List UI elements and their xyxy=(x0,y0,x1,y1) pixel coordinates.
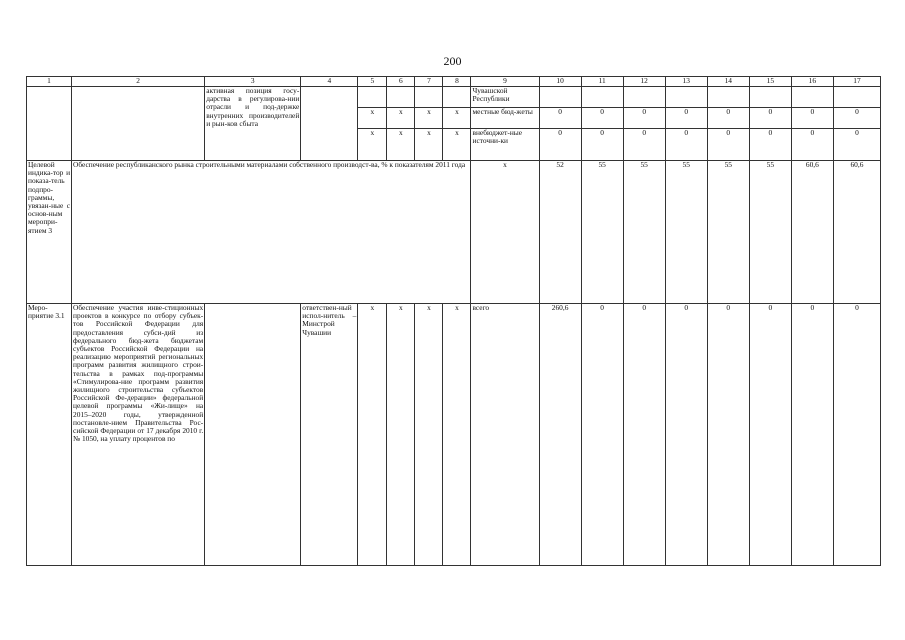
x-mark: x xyxy=(387,108,415,129)
value-cell: 60,6 xyxy=(791,161,833,304)
table-row xyxy=(27,87,881,108)
value-cell: 0 xyxy=(539,108,581,129)
x-mark: x xyxy=(443,304,471,566)
source-cell: всего xyxy=(471,304,539,566)
program-table xyxy=(26,76,881,566)
x-mark: x xyxy=(358,129,387,161)
indicator-label: Целевой индика-тор и показа-тель подпро-граммы, увязан-ные с основ-ным меропри-ятием 3 xyxy=(27,161,72,304)
header-cell: 3 xyxy=(205,77,301,87)
value-cell: 0 xyxy=(623,108,665,129)
value-cell: 55 xyxy=(665,161,707,304)
header-cell: 9 xyxy=(471,77,539,87)
value-cell: 0 xyxy=(707,108,749,129)
x-mark: x xyxy=(358,304,387,566)
header-cell: 13 xyxy=(665,77,707,87)
cell-empty xyxy=(665,87,707,108)
header-cell: 16 xyxy=(791,77,833,87)
value-cell: 260,6 xyxy=(539,304,581,566)
value-cell: 55 xyxy=(581,161,623,304)
x-mark: x xyxy=(358,108,387,129)
cell-empty xyxy=(791,87,833,108)
cell-empty xyxy=(539,87,581,108)
header-cell: 2 xyxy=(72,77,205,87)
x-mark: x xyxy=(387,304,415,566)
header-cell: 17 xyxy=(833,77,880,87)
event-col3 xyxy=(205,304,301,566)
cell-empty xyxy=(443,87,471,108)
cell-empty xyxy=(415,87,443,108)
event-label: Меро-приятие 3.1 xyxy=(27,304,72,566)
value-cell: 0 xyxy=(581,108,623,129)
x-mark: x xyxy=(443,108,471,129)
cell-empty xyxy=(27,87,72,161)
value-cell: 0 xyxy=(665,129,707,161)
x-mark: x xyxy=(387,129,415,161)
value-cell: 0 xyxy=(581,129,623,161)
x-mark: x xyxy=(415,304,443,566)
indicator-row xyxy=(27,161,881,304)
value-cell: 0 xyxy=(707,129,749,161)
cont-col3-text: активная позиция госу-дарства в регулирова-нии отрасли и под-держке внутренних производителей и рын-ков сбыта xyxy=(205,87,301,161)
x-mark: x xyxy=(471,161,539,304)
value-cell: 55 xyxy=(623,161,665,304)
header-cell: 15 xyxy=(749,77,791,87)
source-cell: местные бюд-жеты xyxy=(471,108,539,129)
value-cell: 0 xyxy=(791,129,833,161)
value-cell: 0 xyxy=(581,304,623,566)
event-text: Обеспечение участия инве-стиционных проектов в конкурсе по отбору субъек-тов Российской Федерации для предоставления субси-дий из федерального бюд-жета бюджетам субъектов Российской Федерации на реализацию мероприятий региональных программ развития жилищного строи-тельства в рамках под-программы «Стимулирова-ние программ развития жилищного строительства субъектов Российской Фе-дерации» федеральной целевой программы «Жи-лище» на 2015–2020 годы, утвержденной постановле-нием Правительства Рос-сийской Федерации от 17 декабря 2010 г. № 1050, на уплату процентов по xyxy=(72,304,205,566)
cell-empty xyxy=(749,87,791,108)
cell-empty xyxy=(387,87,415,108)
value-cell: 0 xyxy=(749,304,791,566)
value-cell: 55 xyxy=(707,161,749,304)
cell-empty xyxy=(707,87,749,108)
value-cell: 0 xyxy=(665,304,707,566)
header-cell: 1 xyxy=(27,77,72,87)
cell-empty xyxy=(301,87,358,161)
x-mark: x xyxy=(415,108,443,129)
value-cell: 0 xyxy=(791,108,833,129)
value-cell: 0 xyxy=(791,304,833,566)
event-executor: ответствен-ный испол-нитель – Минстрой Чувашии xyxy=(301,304,358,566)
value-cell: 0 xyxy=(623,129,665,161)
header-cell: 11 xyxy=(581,77,623,87)
header-row xyxy=(27,77,881,87)
cell-empty xyxy=(358,87,387,108)
cell-empty xyxy=(833,87,880,108)
value-cell: 60,6 xyxy=(833,161,880,304)
value-cell: 0 xyxy=(707,304,749,566)
x-mark: x xyxy=(415,129,443,161)
header-cell: 12 xyxy=(623,77,665,87)
value-cell: 0 xyxy=(749,108,791,129)
value-cell: 52 xyxy=(539,161,581,304)
source-cell: Чувашской Республики xyxy=(471,87,539,108)
x-mark: x xyxy=(443,129,471,161)
header-cell: 7 xyxy=(415,77,443,87)
source-cell: внебюджет-ные источни-ки xyxy=(471,129,539,161)
indicator-text: Обеспечение республиканского рынка строительными материалами собственного производст-ва, % к показателям 2011 года xyxy=(72,161,471,304)
header-cell: 4 xyxy=(301,77,358,87)
header-cell: 10 xyxy=(539,77,581,87)
cell-empty xyxy=(581,87,623,108)
value-cell: 55 xyxy=(749,161,791,304)
value-cell: 0 xyxy=(623,304,665,566)
header-cell: 8 xyxy=(443,77,471,87)
value-cell: 0 xyxy=(833,304,880,566)
value-cell: 0 xyxy=(833,108,880,129)
header-cell: 6 xyxy=(387,77,415,87)
header-cell: 5 xyxy=(358,77,387,87)
page-number: 200 xyxy=(443,54,462,68)
value-cell: 0 xyxy=(833,129,880,161)
header-cell: 14 xyxy=(707,77,749,87)
value-cell: 0 xyxy=(749,129,791,161)
cell-empty xyxy=(72,87,205,161)
value-cell: 0 xyxy=(539,129,581,161)
value-cell: 0 xyxy=(665,108,707,129)
event-row xyxy=(27,304,881,566)
cell-empty xyxy=(623,87,665,108)
